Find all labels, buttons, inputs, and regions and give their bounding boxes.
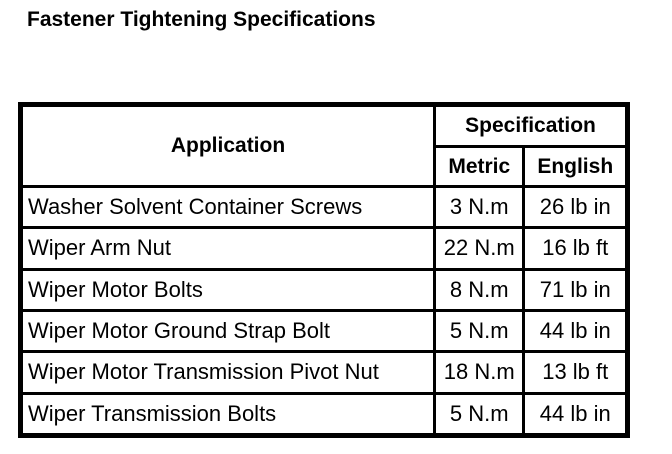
metric-cell: 3 N.m bbox=[436, 188, 522, 226]
application-cell: Wiper Motor Ground Strap Bolt bbox=[23, 312, 433, 350]
english-cell: 26 lb in bbox=[525, 188, 625, 226]
table-row bbox=[23, 353, 625, 391]
application-cell: Wiper Motor Transmission Pivot Nut bbox=[23, 353, 433, 391]
page-title: Fastener Tightening Specifications bbox=[27, 8, 376, 31]
metric-cell: 22 N.m bbox=[436, 229, 522, 267]
application-column-header: Application bbox=[23, 107, 433, 185]
table-row bbox=[23, 271, 625, 309]
metric-column-header: Metric bbox=[436, 148, 522, 185]
table-row bbox=[23, 395, 625, 433]
application-cell: Washer Solvent Container Screws bbox=[23, 188, 433, 226]
metric-cell: 18 N.m bbox=[436, 353, 522, 391]
metric-cell: 5 N.m bbox=[436, 395, 522, 433]
english-cell: 71 lb in bbox=[525, 271, 625, 309]
english-cell: 13 lb ft bbox=[525, 353, 625, 391]
specification-column-header: Specification bbox=[436, 107, 625, 145]
metric-cell: 5 N.m bbox=[436, 312, 522, 350]
table-row bbox=[23, 229, 625, 267]
fastener-spec-table bbox=[18, 102, 630, 438]
application-cell: Wiper Motor Bolts bbox=[23, 271, 433, 309]
metric-cell: 8 N.m bbox=[436, 271, 522, 309]
table-row bbox=[23, 312, 625, 350]
english-cell: 16 lb ft bbox=[525, 229, 625, 267]
english-cell: 44 lb in bbox=[525, 312, 625, 350]
application-cell: Wiper Arm Nut bbox=[23, 229, 433, 267]
table-header-row bbox=[23, 107, 625, 145]
application-cell: Wiper Transmission Bolts bbox=[23, 395, 433, 433]
table-row bbox=[23, 188, 625, 226]
english-cell: 44 lb in bbox=[525, 395, 625, 433]
english-column-header: English bbox=[525, 148, 625, 185]
